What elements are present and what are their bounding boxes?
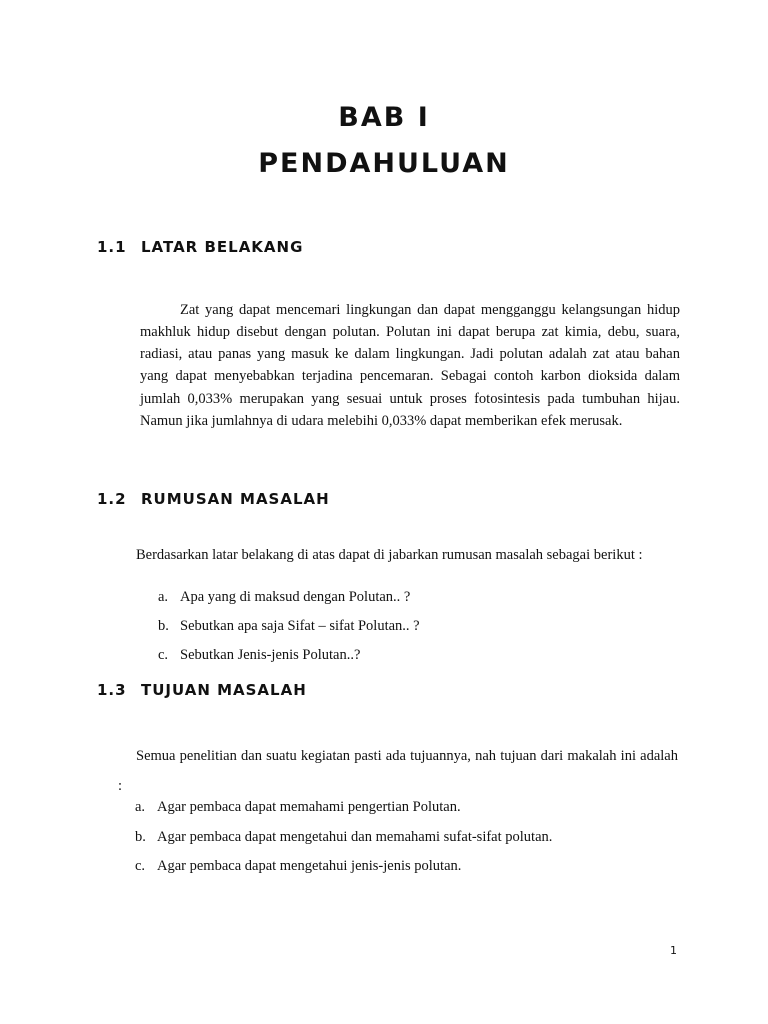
rumusan-masalah-list: [158, 589, 420, 676]
section-number: 1.1: [97, 238, 127, 256]
list-marker: a.: [135, 799, 146, 815]
list-marker: c.: [158, 647, 169, 663]
list-item: [158, 647, 420, 676]
list-item: [135, 829, 552, 859]
tujuan-masalah-list: [135, 799, 552, 888]
latar-belakang-paragraph: Zat yang dapat mencemari lingkungan dan dapat mengganggu kelangsungan hidup makhluk hidup disebut dengan polutan. Polutan ini dapat berupa zat kimia, debu, suara, radiasi, atau panas yang masuk ke dalam lingkungan. Jadi polutan adalah zat atau bahan yang dapat menyebabkan terjadina pencemaran. Sebagai contoh karbon dioksida dalam jumlah 0,033% merupakan yang sesuai untuk proses fotosintesis pada tumbuhan hijau. Namun jika jumlahnya di udara melebihi 0,033% dapat memberikan efek merusak.: [140, 301, 680, 429]
section-heading-tujuan-masalah: [97, 681, 307, 699]
list-marker: b.: [158, 618, 169, 634]
list-item-text: Sebutkan Jenis-jenis Polutan..?: [180, 647, 361, 663]
section-heading-latar-belakang: [97, 238, 303, 256]
section-number: 1.2: [97, 490, 127, 508]
section-title: TUJUAN MASALAH: [141, 681, 307, 699]
list-item-text: Apa yang di maksud dengan Polutan.. ?: [180, 589, 411, 605]
chapter-title: PENDAHULUAN: [258, 148, 510, 179]
list-marker: a.: [158, 589, 169, 605]
section-title: RUMUSAN MASALAH: [141, 490, 330, 508]
page-number: 1: [670, 944, 677, 957]
list-marker: c.: [135, 858, 146, 874]
section-heading-rumusan-masalah: [97, 490, 330, 508]
section-number: 1.3: [97, 681, 127, 699]
chapter-number: BAB I: [338, 102, 430, 133]
list-marker: b.: [135, 828, 146, 845]
tujuan-masalah-paragraph: Semua penelitian dan suatu kegiatan pasti ada tujuannya, nah tujuan dari makalah ini adalah :: [118, 747, 678, 794]
list-item: [158, 618, 420, 647]
list-item-text: Agar pembaca dapat mengetahui dan memahami sufat-sifat polutan.: [157, 828, 553, 845]
list-item-text: Sebutkan apa saja Sifat – sifat Polutan.. ?: [180, 618, 420, 634]
rumusan-masalah-paragraph: Berdasarkan latar belakang di atas dapat di jabarkan rumusan masalah sebagai berikut :: [136, 546, 643, 563]
list-item-text: Agar pembaca dapat mengetahui jenis-jenis polutan.: [157, 858, 462, 874]
list-item: [158, 589, 420, 618]
list-item: [135, 858, 552, 888]
list-item-text: Agar pembaca dapat memahami pengertian Polutan.: [157, 799, 461, 815]
section-title: LATAR BELAKANG: [141, 238, 304, 256]
list-item: [135, 799, 552, 829]
